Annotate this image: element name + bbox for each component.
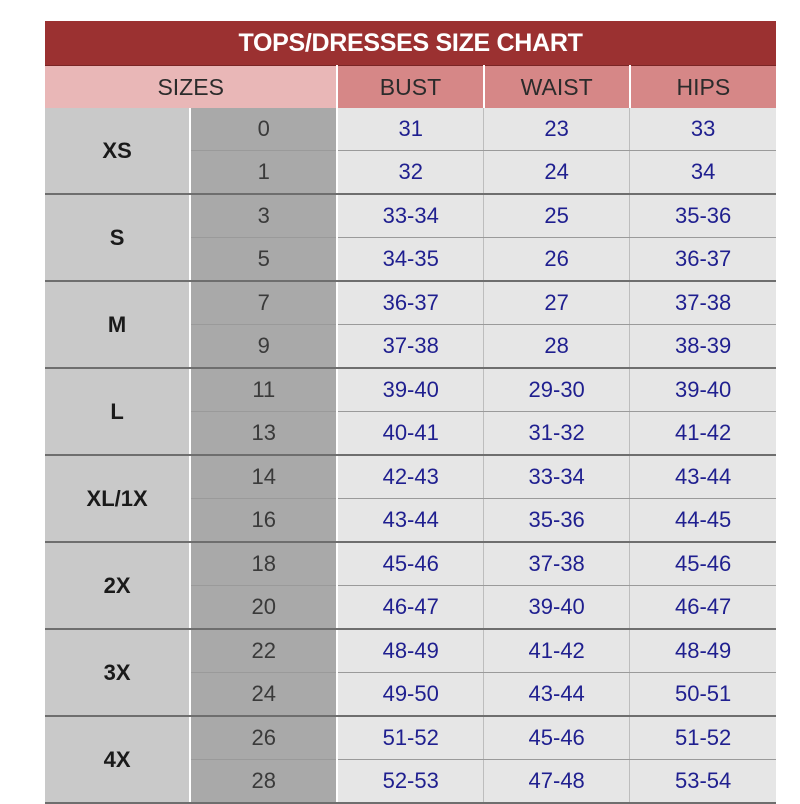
size-group-label: L <box>45 368 190 455</box>
hips-header: HIPS <box>630 66 776 109</box>
bust-value: 32 <box>337 151 483 195</box>
table-row <box>45 542 776 586</box>
hips-value: 34 <box>630 151 776 195</box>
waist-value: 37-38 <box>484 542 630 586</box>
bust-value: 51-52 <box>337 716 483 760</box>
bust-value: 37-38 <box>337 325 483 369</box>
bust-header: BUST <box>337 66 483 109</box>
chart-title: TOPS/DRESSES SIZE CHART <box>45 21 776 66</box>
waist-value: 39-40 <box>484 586 630 630</box>
size-chart-body <box>45 108 776 803</box>
size-group-label: 3X <box>45 629 190 716</box>
hips-value: 46-47 <box>630 586 776 630</box>
bust-value: 43-44 <box>337 499 483 543</box>
hips-value: 38-39 <box>630 325 776 369</box>
table-row <box>45 194 776 238</box>
size-chart-table <box>45 21 776 804</box>
size-number: 9 <box>190 325 337 369</box>
waist-value: 26 <box>484 238 630 282</box>
waist-value: 31-32 <box>484 412 630 456</box>
size-group-label: 2X <box>45 542 190 629</box>
bust-value: 52-53 <box>337 760 483 804</box>
hips-value: 39-40 <box>630 368 776 412</box>
hips-value: 36-37 <box>630 238 776 282</box>
size-group-label: XL/1X <box>45 455 190 542</box>
size-number: 14 <box>190 455 337 499</box>
size-group-label: M <box>45 281 190 368</box>
size-number: 11 <box>190 368 337 412</box>
hips-value: 33 <box>630 108 776 151</box>
hips-value: 45-46 <box>630 542 776 586</box>
table-row <box>45 281 776 325</box>
size-number: 5 <box>190 238 337 282</box>
table-row <box>45 368 776 412</box>
size-number: 18 <box>190 542 337 586</box>
size-number: 22 <box>190 629 337 673</box>
waist-value: 47-48 <box>484 760 630 804</box>
bust-value: 33-34 <box>337 194 483 238</box>
size-number: 7 <box>190 281 337 325</box>
size-group-label: 4X <box>45 716 190 803</box>
size-number: 26 <box>190 716 337 760</box>
table-row <box>45 629 776 673</box>
size-chart <box>45 21 776 804</box>
size-number: 20 <box>190 586 337 630</box>
hips-value: 48-49 <box>630 629 776 673</box>
size-group-label: XS <box>45 108 190 194</box>
size-number: 13 <box>190 412 337 456</box>
bust-value: 49-50 <box>337 673 483 717</box>
bust-value: 39-40 <box>337 368 483 412</box>
waist-value: 33-34 <box>484 455 630 499</box>
hips-value: 44-45 <box>630 499 776 543</box>
hips-value: 43-44 <box>630 455 776 499</box>
bust-value: 45-46 <box>337 542 483 586</box>
waist-value: 35-36 <box>484 499 630 543</box>
bust-value: 46-47 <box>337 586 483 630</box>
hips-value: 41-42 <box>630 412 776 456</box>
hips-value: 37-38 <box>630 281 776 325</box>
waist-value: 45-46 <box>484 716 630 760</box>
bust-value: 36-37 <box>337 281 483 325</box>
table-row <box>45 455 776 499</box>
size-number: 1 <box>190 151 337 195</box>
table-row <box>45 108 776 151</box>
waist-value: 43-44 <box>484 673 630 717</box>
hips-value: 50-51 <box>630 673 776 717</box>
bust-value: 48-49 <box>337 629 483 673</box>
size-number: 16 <box>190 499 337 543</box>
table-row <box>45 716 776 760</box>
sizes-header: SIZES <box>45 66 337 109</box>
bust-value: 34-35 <box>337 238 483 282</box>
waist-value: 28 <box>484 325 630 369</box>
hips-value: 51-52 <box>630 716 776 760</box>
hips-value: 35-36 <box>630 194 776 238</box>
size-group-label: S <box>45 194 190 281</box>
size-number: 28 <box>190 760 337 804</box>
waist-value: 41-42 <box>484 629 630 673</box>
bust-value: 31 <box>337 108 483 151</box>
waist-value: 27 <box>484 281 630 325</box>
waist-value: 25 <box>484 194 630 238</box>
waist-header: WAIST <box>484 66 630 109</box>
hips-value: 53-54 <box>630 760 776 804</box>
bust-value: 42-43 <box>337 455 483 499</box>
size-number: 24 <box>190 673 337 717</box>
bust-value: 40-41 <box>337 412 483 456</box>
waist-value: 23 <box>484 108 630 151</box>
size-number: 0 <box>190 108 337 151</box>
size-number: 3 <box>190 194 337 238</box>
waist-value: 29-30 <box>484 368 630 412</box>
waist-value: 24 <box>484 151 630 195</box>
